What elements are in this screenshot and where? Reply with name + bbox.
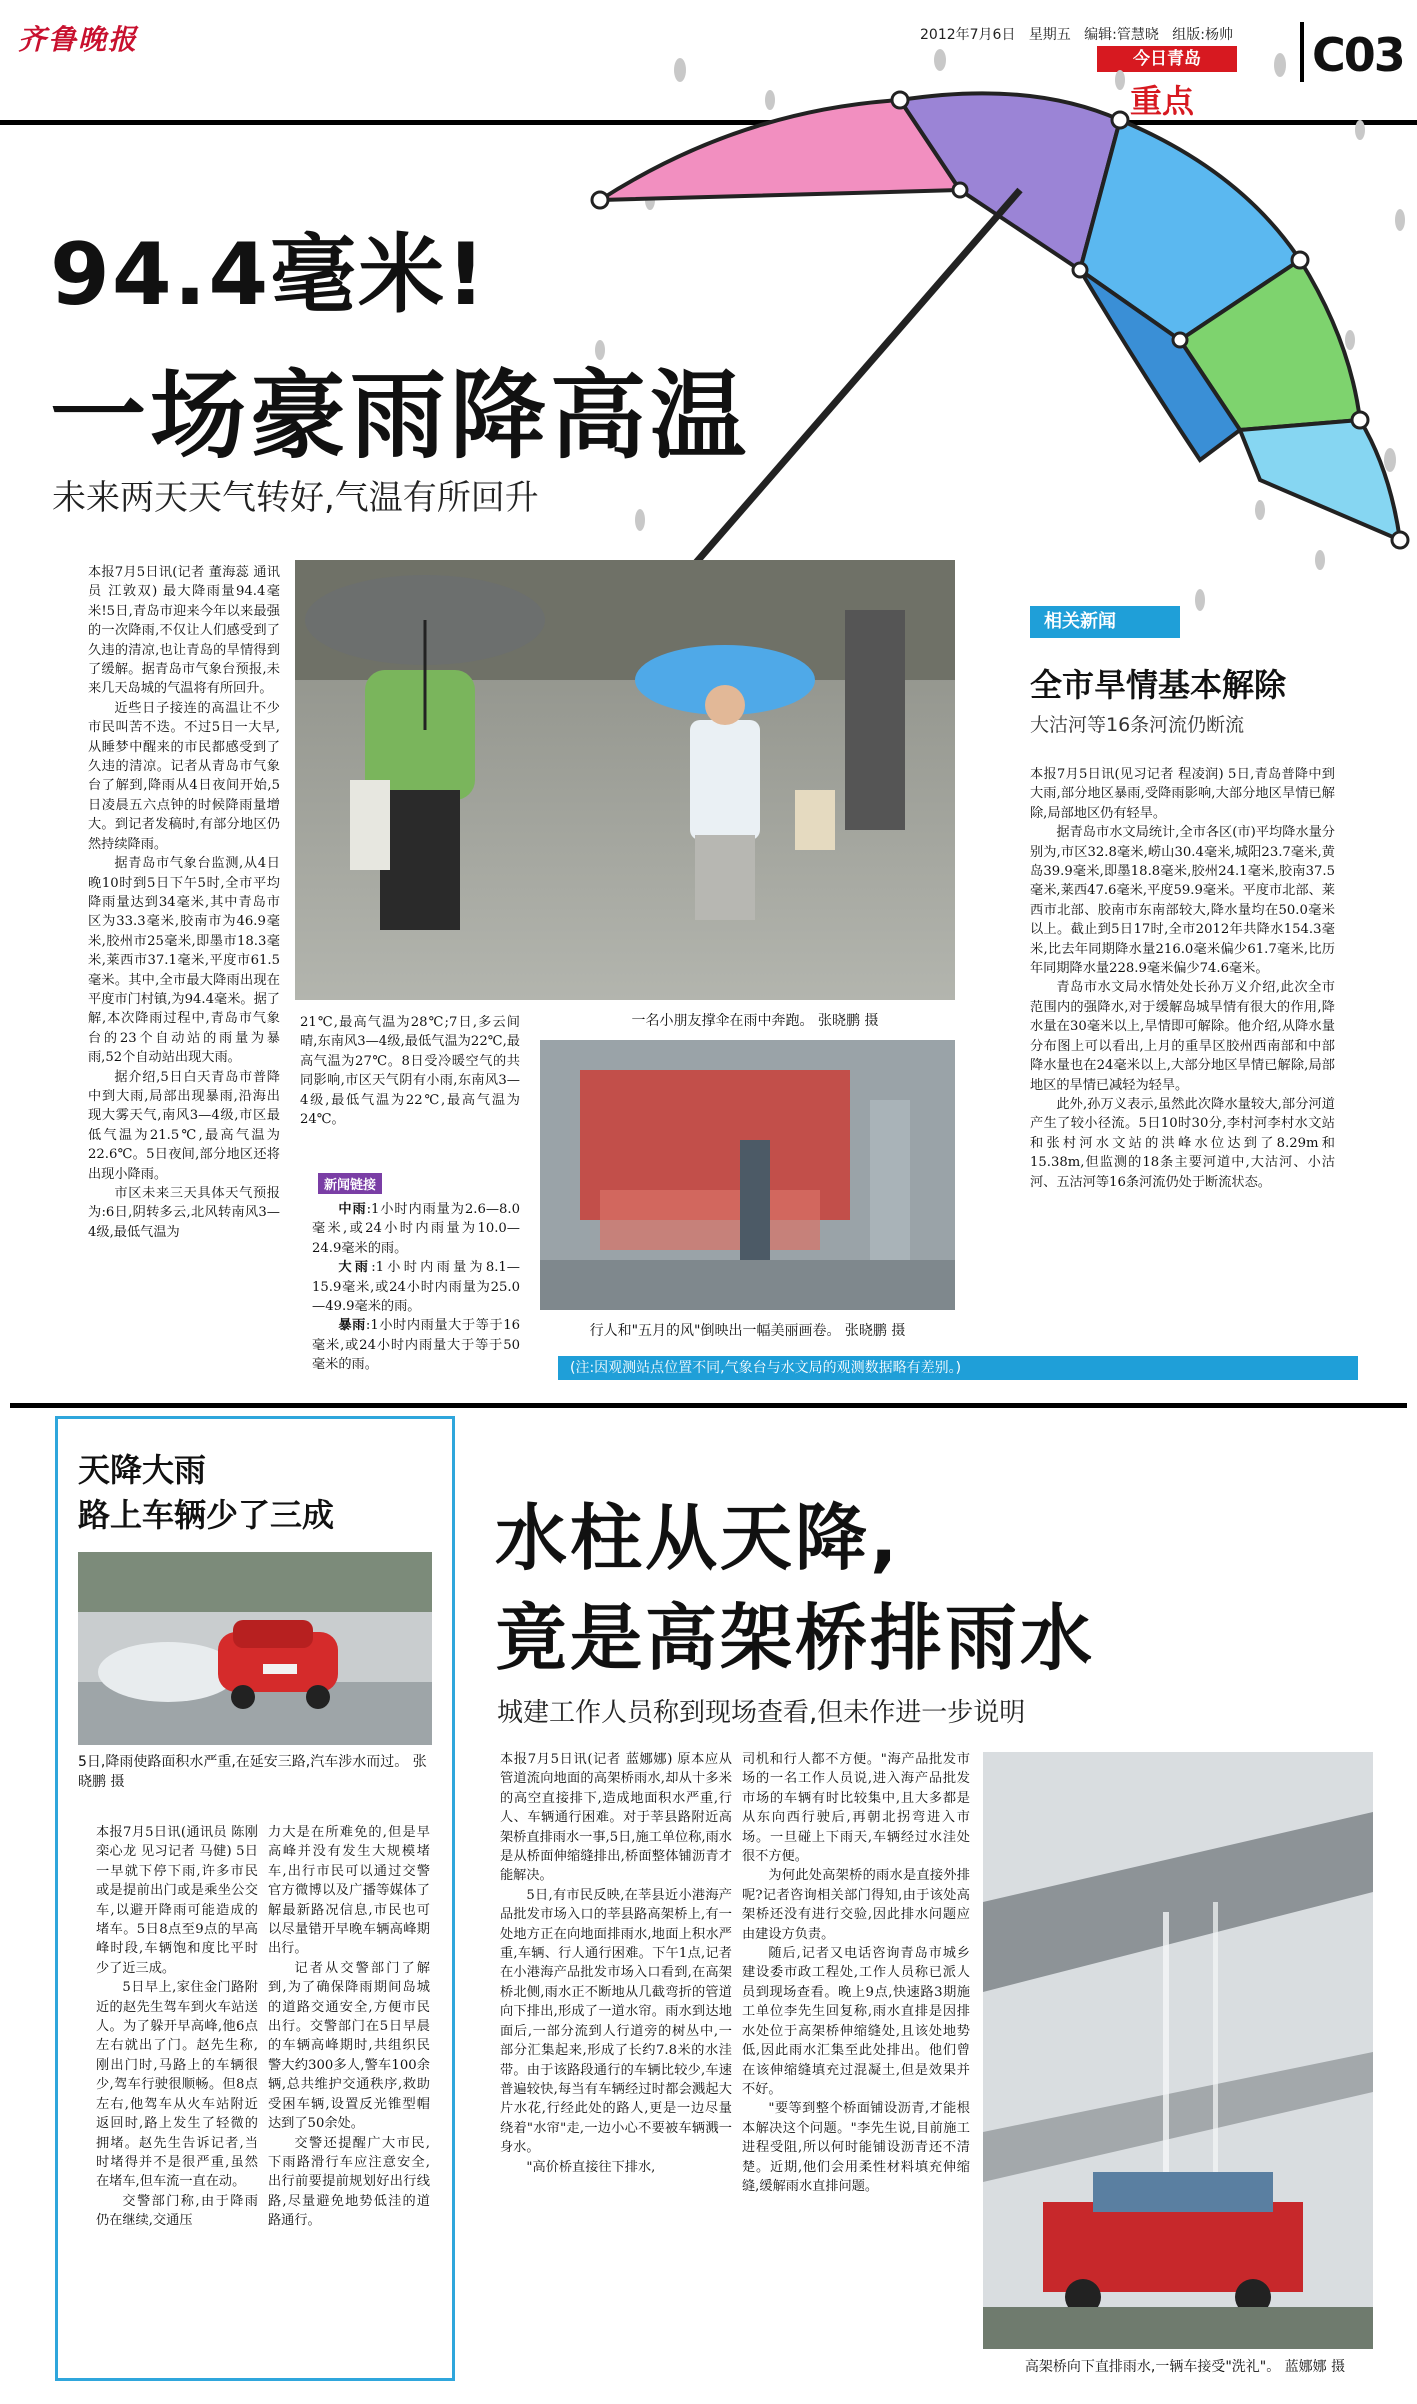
traffic-title-line2: 路上车辆少了三成 [78, 1496, 335, 1534]
photo-child-umbrella [295, 560, 955, 1000]
water-story-subtitle: 城建工作人员称到现场查看,但未作进一步说明 [497, 1698, 1026, 1728]
paragraph: 力大是在所难免的,但是早高峰并没有发生大规模堵车,出行市民可以通过交警官方微博以及广播等媒体了解最新路况信息,市民也可以尽量错开早晚车辆高峰期出行。 [268, 1825, 430, 1957]
glossary-def: :1小时内雨量为2.6—8.0毫米,或24小时内雨量为10.0—24.9毫米的雨。 [312, 1202, 520, 1256]
paragraph: 近些日子接连的高温让不少市民叫苦不迭。不过5日一大早,从睡梦中醒来的市民都感受到了久违的清凉。记者从青岛市气象台了解到,降雨从4日夜间开始,5日凌晨五六点钟的时候降雨量增大。到记者发稿时,有部分地区仍然持续降雨。 [88, 700, 280, 852]
issue-date: 2012年7月6日 [920, 27, 1016, 43]
paragraph: 据青岛市气象台监测,从4日晚10时到5日下午5时,全市平均降雨量达到34毫米,其中青岛市区为33.3毫米,胶南市为46.9毫米,胶州市25毫米,即墨市18.3毫米,莱西市37.1毫米,平度市61.5毫米。其中,全市最大降雨出现在平度市门村镇,为94.4毫米。据了解,本次降雨过程中,青岛市气象台的23个自动站的雨量为暴雨,52个自动站出现大雨。 [88, 856, 280, 1066]
glossary-term: 中雨 [338, 1202, 367, 1217]
paragraph: 据介绍,5日白天青岛市普降中到大雨,局部出现暴雨,沿海出现大雾天气,南风3—4级,市区最低气温为21.5℃,最高气温为22.6℃。5日夜间,部分地区还将出现小降雨。 [88, 1069, 280, 1182]
related-subtitle: 大沽河等16条河流仍断流 [1030, 714, 1245, 736]
glossary-term: 暴雨 [338, 1318, 366, 1334]
top-story-subtitle: 未来两天天气转好,气温有所回升 [52, 478, 539, 518]
data-note: (注:因观测站点位置不同,气象台与水文局的观测数据略有差别。) [570, 1360, 962, 1376]
glossary-item [312, 1258, 520, 1316]
paragraph: 交警部门称,由于降雨仍在继续,交通压 [96, 2193, 258, 2229]
page-number: C03 [1312, 28, 1404, 82]
paragraph: 青岛市水文局水情处处长孙万义介绍,此次全市范围内的强降水,对于缓解岛城旱情有很大的作用,降水量在30毫米以上,旱情即可解除。他介绍,从降水量分布图上可以看出,上月的重旱区胶州西南部和中部降水量也在24毫米以上,大部分地区旱情已解除,局部地区的旱情已减轻为轻旱。 [1030, 980, 1335, 1093]
paragraph: 记者从交警部门了解到,为了确保降雨期间岛城的道路交通安全,方便市民出行。交警部门在5日早晨的车辆高峰期时,共组织民警大约300多人,警车100余辆,总共维护交通秩序,救助受困车辆,设置反光锥型帽达到了50余处。 [268, 1960, 430, 2132]
traffic-col1 [96, 1823, 258, 2368]
glossary-item [312, 1200, 520, 1258]
paragraph: 此外,孙万义表示,虽然此次降水量较大,部分河道产生了较小径流。5日10时30分,李村河李村水文站和张村河水文站的洪峰水位达到了8.29m和15.38m,但监测的18条主要河道中,大沽河、小沽河、五沽河等16条河流仍处于断流状态。 [1030, 1096, 1335, 1190]
paragraph: 5日,有市民反映,在莘县近小港海产品批发市场入口的莘县路高架桥上,有一处地方正在向地面排雨水,地面上积水严重,车辆、行人通行困难。下午1点,记者在小港海产品批发市场入口看到,在高架桥北侧,雨水正不断地从几截弯折的管道向下排出,形成了一道水帘。雨水到达地面后,一部分流到人行道旁的树丛中,一部分汇集起来,形成了长约7.8米的水洼带。由于该路段通行的车辆比较少,车速普遍较快,每当有车辆经过时都会溅起大片水花,行经此处的路人,更是一边尽量绕着"水帘"走,一边小心不要被车辆溅一身水。 [500, 1887, 732, 2156]
photo-overpass-drain [983, 1752, 1373, 2349]
related-title: 全市旱情基本解除 [1030, 666, 1287, 704]
top-story-col2 [300, 1013, 520, 1163]
glossary-item [312, 1316, 520, 1374]
paragraph: 随后,记者又电话咨询青岛市城乡建设委市政工程处,工作人员称已派人员到现场查看。晚上9点,快速路3期施工单位李先生回复称,雨水直排是因排水处位于高架桥伸缩缝处,且该处地势低,因此雨水汇集至此处排出。他们曾在该伸缩缝填充过混凝土,但是效果并不好。 [742, 1946, 970, 2097]
paragraph: 据青岛市水文局统计,全市各区(市)平均降水量分别为,市区32.8毫米,崂山30.4毫米,城阳23.7毫米,黄岛39.9毫米,即墨18.8毫米,胶州24.1毫米,胶南37.5毫米,莱西47.6毫米,平度59.9毫米。平度市北部、莱西市北部、胶南市东南部较大,降水量均在50.0毫米以上。截止到5日17时,全市2012年共降水154.3毫米,比去年同期降水量216.0毫米偏少61.7毫米,比历年同期降水量228.9毫米偏少74.6毫米。 [1030, 825, 1335, 977]
photo-car-splash [78, 1552, 432, 1745]
section-name: 重点 [1130, 82, 1195, 120]
editor-credit: 编辑:管慧晓 [1084, 27, 1159, 43]
top-story-title-line2: 一场豪雨降高温 [50, 360, 750, 472]
glossary-term: 大雨 [338, 1260, 372, 1276]
paragraph: 本报7月5日讯(通讯员 陈刚 栾心龙 见习记者 马健) 5日一早就下停下雨,许多市民或是提前出门或是乘坐公交车,以避开降雨可能造成的堵车。5日8点至9点的早高峰时段,车辆饱和度比平时少了近三成。 [96, 1825, 258, 1976]
layout-credit: 组版:杨帅 [1172, 27, 1233, 43]
glossary-box [312, 1200, 520, 1385]
glossary-tag: 新闻链接 [318, 1173, 382, 1194]
paragraph: 交警还提醒广大市民,下雨路滑行车应注意安全,出行前要提前规划好出行线路,尽量避免地势低洼的道路通行。 [268, 2135, 430, 2229]
water-story-col1 [500, 1750, 732, 2370]
paragraph: 本报7月5日讯(见习记者 程凌润) 5日,青岛普降中到大雨,部分地区暴雨,受降雨影响,大部分地区旱情已解除,局部地区仍有轻旱。 [1030, 767, 1335, 821]
masthead-logo: 齐鲁晚报 [18, 23, 139, 56]
photo-overpass-drain-caption: 高架桥向下直排雨水,一辆车接受"洗礼"。 蓝娜娜 摄 [1024, 2359, 1346, 2375]
paragraph: "高价桥直接往下排水, [526, 2159, 656, 2175]
paragraph: 为何此处高架桥的雨水是直接外排呢?记者咨询相关部门得知,由于该处高架桥还没有进行交验,因此排水问题应由建设方负责。 [742, 1868, 970, 1942]
data-note-strip [558, 1356, 1358, 1380]
paragraph: "要等到整个桥面铺设沥青,才能根本解决这个问题。"李先生说,目前施工进程受阻,所以何时能铺设沥青还不清楚。近期,他们会用柔性材料填充伸缩缝,缓解雨水直排问题。 [742, 2101, 970, 2194]
traffic-title-line1: 天降大雨 [78, 1451, 207, 1489]
water-story-title-line1: 水柱从天降, [495, 1496, 901, 1580]
photo-child-umbrella-caption: 一名小朋友撑伞在雨中奔跑。 张晓鹏 摄 [631, 1013, 879, 1029]
water-story-col2 [742, 1750, 970, 2370]
traffic-col2 [268, 1823, 430, 2368]
paragraph: 21℃,最高气温为28℃;7日,多云间晴,东南风3—4级,最低气温为22℃,最高气温为27℃。8日受冷暖空气的共同影响,市区天气阴有小雨,东南风3—4级,最低气温为22℃,最高气温为24℃。 [300, 1015, 520, 1128]
related-body [1030, 765, 1335, 1363]
related-tag [1030, 606, 1180, 638]
photo-car-splash-caption: 5日,降雨使路面积水严重,在延安三路,汽车涉水而过。 张晓鹏 摄 [78, 1754, 427, 1790]
related-tag-label: 相关新闻 [1044, 611, 1116, 632]
paragraph: 5日早上,家住金门路附近的赵先生驾车到火车站送人。为了躲开早高峰,他6点左右就出了门。赵先生称,刚出门时,马路上的车辆很少,驾车行驶很顺畅。但8点左右,他驾车从火车站附近返回时,路上发生了轻微的拥堵。赵先生告诉记者,当时堵得并不是很严重,虽然在堵车,但车流一直在动。 [96, 1980, 258, 2190]
top-story-title-line1: 94.4毫米! [50, 225, 488, 325]
photo-reflection [540, 1040, 955, 1310]
section-tag: 今日青岛 [1097, 46, 1237, 72]
top-story-col1 [88, 563, 280, 1385]
photo-reflection-caption: 行人和"五月的风"倒映出一幅美丽画卷。 张晓鹏 摄 [589, 1323, 906, 1339]
umbrella-panel-lightblue [1240, 420, 1400, 540]
section-divider [10, 1403, 1407, 1408]
paragraph: 市区未来三天具体天气预报为:6日,阴转多云,北风转南风3—4级,最低气温为 [88, 1186, 280, 1240]
issue-weekday: 星期五 [1028, 27, 1071, 43]
glossary-def: :1小时内雨量为8.1—15.9毫米,或24小时内雨量为25.0—49.9毫米的雨。 [312, 1260, 520, 1315]
water-story-title-line2: 竟是高架桥排雨水 [495, 1596, 1096, 1680]
glossary-def: :1小时内雨量大于等于16毫米,或24小时内雨量大于等于50毫米的雨。 [312, 1318, 520, 1373]
paragraph: 本报7月5日讯(记者 董海蕊 通讯员 江敦双) 最大降雨量94.4毫米!5日,青岛市迎来今年以来最强的一次降雨,不仅让人们感受到了久违的清凉,也让青岛的旱情得到了缓解。据青岛市气象台预报,未来几天岛城的气温将有所回升。 [88, 565, 280, 697]
paragraph: 本报7月5日讯(记者 蓝娜娜) 原本应从管道流向地面的高架桥雨水,却从十多米的高空直接排下,造成地面积水严重,行人、车辆通行困难。对于莘县路附近高架桥直排雨水一事,5日,施工单位称,雨水是从桥面伸缩缝排出,桥面整体铺沥青才能解决。 [500, 1752, 732, 1884]
paragraph: 司机和行人都不方便。"海产品批发市场的一名工作人员说,进入海产品批发市场的车辆有时比较集中,且大多都是从东向西行驶后,再朝北拐弯进入市场。一旦碰上下雨天,车辆经过水洼处很不方便。 [742, 1752, 970, 1865]
umbrella-panel-pink [600, 100, 960, 200]
